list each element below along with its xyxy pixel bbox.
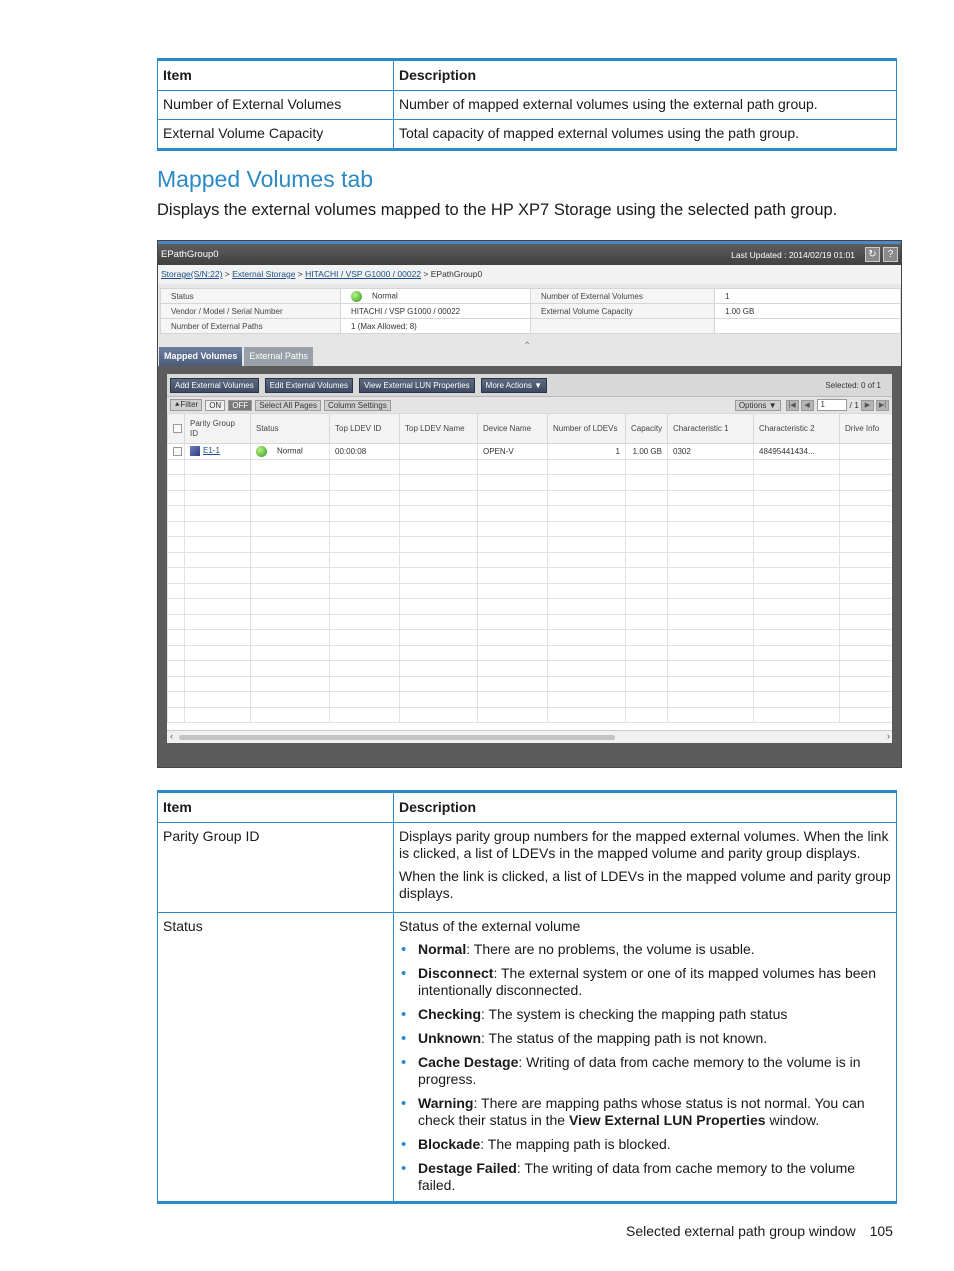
- mapped-volumes-items-table: [157, 790, 897, 1204]
- collapse-caret-icon[interactable]: ⌃: [523, 341, 532, 352]
- list-item: • Cache Destage: Writing of data from cache memory to the volume is in progress.: [399, 1054, 891, 1088]
- page-input[interactable]: 1: [817, 399, 847, 411]
- parity-group-cell: [185, 444, 251, 460]
- description-cell: [394, 823, 897, 913]
- status-list: [399, 941, 891, 1194]
- summary-value: 1 (Max Allowed: 8): [341, 319, 531, 334]
- summary-label: Number of External Volumes: [531, 289, 715, 304]
- list-item: • Destage Failed: The writing of data from cache memory to the volume failed.: [399, 1160, 891, 1194]
- scroll-right-icon[interactable]: ›: [887, 731, 890, 741]
- parity-group-link[interactable]: E1-1: [203, 446, 220, 456]
- filter-off-toggle[interactable]: OFF: [228, 400, 252, 411]
- summary-status: Normal: [341, 289, 531, 304]
- select-all-pages-button[interactable]: Select All Pages: [255, 400, 321, 411]
- empty-row: [168, 599, 893, 615]
- empty-row: [168, 661, 893, 677]
- item-cell: External Volume Capacity: [158, 120, 394, 150]
- scroll-left-icon[interactable]: ‹: [170, 731, 173, 741]
- summary-panel: [158, 284, 901, 340]
- horizontal-scrollbar[interactable]: [167, 730, 892, 743]
- footer-title: Selected external path group window: [626, 1223, 856, 1239]
- col-capacity[interactable]: Capacity: [626, 414, 668, 444]
- list-item: • Normal: There are no problems, the volume is usable.: [399, 941, 891, 958]
- description-cell: [394, 913, 897, 1203]
- window-titlebar: [158, 241, 901, 265]
- breadcrumb: Storage(S/N:22) > External Storage > HITACHI / VSP G1000 / 00022 > EPathGroup0: [158, 265, 901, 284]
- device-name-cell: OPEN-V: [478, 444, 548, 460]
- breadcrumb-vendor[interactable]: HITACHI / VSP G1000 / 00022: [305, 269, 422, 279]
- characteristic-1-cell: 0302: [668, 444, 754, 460]
- column-settings-button[interactable]: Column Settings: [324, 400, 391, 411]
- add-external-volumes-button[interactable]: Add External Volumes: [170, 378, 259, 393]
- top-ldev-id-cell: 00:00:08: [330, 444, 400, 460]
- breadcrumb-external-storage[interactable]: External Storage: [232, 269, 296, 279]
- options-button[interactable]: Options ▼: [735, 400, 781, 411]
- col-characteristic-2[interactable]: Characteristic 2: [754, 414, 840, 444]
- col-drive-info[interactable]: Drive Info: [840, 414, 893, 444]
- parity-group-icon: [190, 446, 200, 456]
- empty-row: [168, 568, 893, 584]
- refresh-icon[interactable]: ↻: [865, 247, 880, 262]
- tab-mapped-volumes[interactable]: Mapped Volumes: [159, 347, 242, 366]
- help-icon[interactable]: ?: [883, 247, 898, 262]
- breadcrumb-storage[interactable]: Storage(S/N:22): [161, 269, 223, 279]
- filter-bar: [167, 396, 892, 413]
- list-item: • Unknown: The status of the mapping path is not known.: [399, 1030, 891, 1047]
- more-actions-button[interactable]: More Actions ▼: [481, 378, 547, 393]
- col-top-ldev-name[interactable]: Top LDEV Name: [400, 414, 478, 444]
- selected-count: Selected: 0 of 1: [825, 380, 881, 390]
- empty-row: [168, 521, 893, 537]
- description-paragraph: Displays parity group numbers for the mapped external volumes. When the link is clicked, a list of LDEVs in the mapped volume and parity group displays.: [399, 828, 889, 861]
- page-number: 105: [869, 1223, 893, 1239]
- summary-value: 1: [715, 289, 901, 304]
- edit-external-volumes-button[interactable]: Edit External Volumes: [265, 378, 353, 393]
- table-row: [158, 913, 897, 1203]
- empty-row: [168, 490, 893, 506]
- scrollbar-thumb[interactable]: [179, 735, 615, 740]
- item-cell: Parity Group ID: [158, 823, 394, 913]
- list-item: • Blockade: The mapping path is blocked.: [399, 1136, 891, 1153]
- table-row: [158, 823, 897, 913]
- summary-items-table: [157, 58, 897, 151]
- pager: [735, 399, 889, 411]
- filter-button[interactable]: ⯅Filter: [170, 399, 202, 411]
- action-toolbar: [167, 374, 892, 396]
- next-page-icon[interactable]: ▶: [861, 400, 874, 411]
- empty-row: [168, 645, 893, 661]
- summary-empty: [715, 319, 901, 334]
- status-normal-icon: [351, 291, 362, 302]
- select-all-checkbox[interactable]: [168, 414, 185, 444]
- item-cell: Status: [158, 913, 394, 1203]
- characteristic-2-cell: 48495441434...: [754, 444, 840, 460]
- table-row: [158, 91, 897, 120]
- capacity-cell: 1.00 GB: [626, 444, 668, 460]
- header-item: Item: [158, 60, 394, 91]
- section-intro: Displays the external volumes mapped to the HP XP7 Storage using the selected path group.: [157, 201, 838, 219]
- table-row: [158, 120, 897, 150]
- breadcrumb-current: EPathGroup0: [430, 269, 483, 279]
- header-item: Item: [158, 792, 394, 823]
- empty-row: [168, 506, 893, 522]
- description-paragraph: When the link is clicked, a list of LDEVs in the mapped volume and parity group displays.: [399, 868, 891, 901]
- prev-page-icon[interactable]: ◀: [801, 400, 814, 411]
- col-top-ldev-id[interactable]: Top LDEV ID: [330, 414, 400, 444]
- col-characteristic-1[interactable]: Characteristic 1: [668, 414, 754, 444]
- list-item: • Checking: The system is checking the mapping path status: [399, 1006, 891, 1023]
- empty-row: [168, 614, 893, 630]
- status-normal-icon: [256, 446, 267, 457]
- description-cell: Total capacity of mapped external volumes using the path group.: [394, 120, 897, 150]
- col-parity-group-id[interactable]: Parity Group ID: [185, 414, 251, 444]
- header-description: Description: [394, 60, 897, 91]
- volumes-grid: [167, 413, 892, 743]
- empty-row: [168, 692, 893, 708]
- summary-value: HITACHI / VSP G1000 / 00022: [341, 304, 531, 319]
- item-cell: Number of External Volumes: [158, 91, 394, 120]
- page-total: / 1: [849, 400, 859, 410]
- section-title: Mapped Volumes tab: [157, 166, 374, 192]
- summary-label: Status: [161, 289, 341, 304]
- empty-row: [168, 537, 893, 553]
- summary-label: External Volume Capacity: [531, 304, 715, 319]
- last-page-icon[interactable]: ▶|: [876, 400, 889, 411]
- empty-row: [168, 475, 893, 491]
- col-status[interactable]: Status: [251, 414, 330, 444]
- tab-external-paths[interactable]: External Paths: [244, 347, 313, 366]
- col-number-of-ldevs[interactable]: Number of LDEVs: [548, 414, 626, 444]
- list-item: • Disconnect: The external system or one of its mapped volumes has been intentionally disconnected.: [399, 965, 891, 999]
- col-device-name[interactable]: Device Name: [478, 414, 548, 444]
- description-paragraph: Status of the external volume: [399, 918, 581, 934]
- mapped-volumes-screenshot: [157, 240, 902, 768]
- summary-label: Vendor / Model / Serial Number: [161, 304, 341, 319]
- mapped-volumes-panel: [158, 366, 901, 768]
- empty-row: [168, 630, 893, 646]
- header-description: Description: [394, 792, 897, 823]
- table-row[interactable]: [168, 444, 893, 460]
- row-checkbox[interactable]: [168, 444, 185, 460]
- filter-on-toggle[interactable]: ON: [205, 400, 225, 411]
- first-page-icon[interactable]: |◀: [786, 400, 799, 411]
- empty-row: [168, 676, 893, 692]
- num-ldevs-cell: 1: [548, 444, 626, 460]
- last-updated: Last Updated : 2014/02/19 01:01: [731, 249, 855, 260]
- top-ldev-name-cell: [400, 444, 478, 460]
- view-lun-properties-button[interactable]: View External LUN Properties: [359, 378, 475, 393]
- summary-value: 1.00 GB: [715, 304, 901, 319]
- description-cell: Number of mapped external volumes using the external path group.: [394, 91, 897, 120]
- status-cell: Normal: [251, 444, 330, 460]
- window-title: EPathGroup0: [161, 249, 219, 260]
- empty-row: [168, 707, 893, 723]
- list-item: • Warning: There are mapping paths whose status is not normal. You can check their status in the View External LUN Properties window.: [399, 1095, 891, 1129]
- empty-row: [168, 583, 893, 599]
- summary-empty: [531, 319, 715, 334]
- empty-row: [168, 459, 893, 475]
- page-footer: [626, 1223, 893, 1239]
- empty-row: [168, 552, 893, 568]
- summary-label: Number of External Paths: [161, 319, 341, 334]
- drive-info-cell: [840, 444, 893, 460]
